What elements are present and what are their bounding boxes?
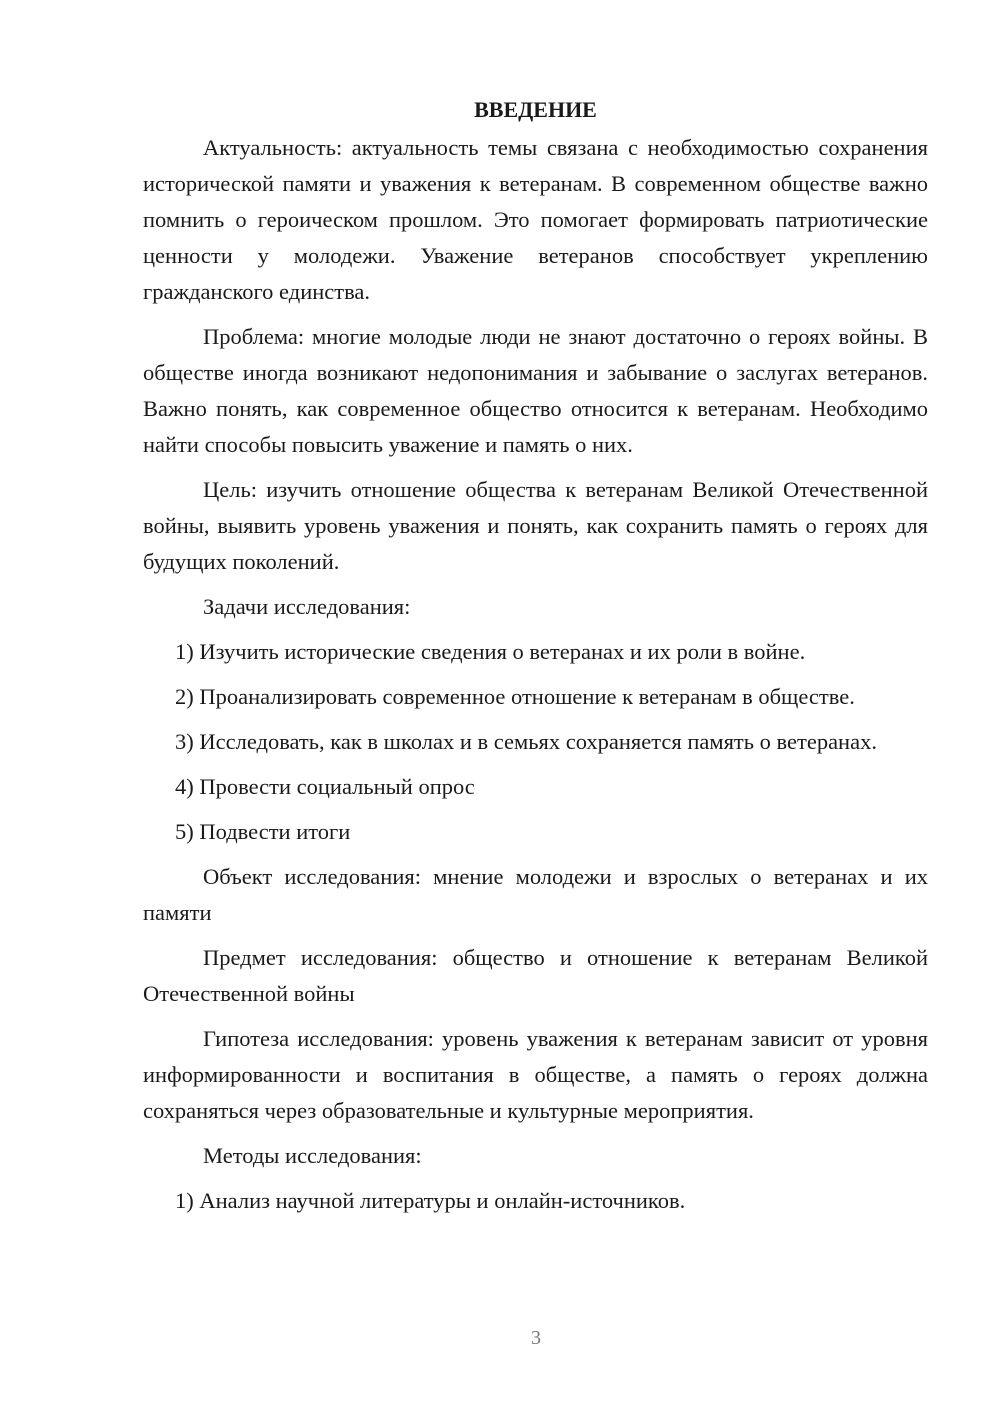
object-paragraph: Объект исследования: мнение молодежи и взрослых о ветеранах и их памяти [143,864,928,925]
method-item: 1) Анализ научной литературы и онлайн-источников. [175,1188,686,1213]
relevance-paragraph: Актуальность: актуальность темы связана с необходимостью сохранения исторической памяти и уважения к ветеранам. В современном обществе важно помнить о героическом прошлом. Это помогает формировать патриотические ценности у молодежи. Уважение ветеранов способствует укреплению гражданского единства. [143,135,928,304]
tasks-label: Задачи исследования: [203,594,411,619]
task-item: 4) Провести социальный опрос [175,774,475,799]
hypothesis-paragraph: Гипотеза исследования: уровень уважения к ветеранам зависит от уровня информированности и воспитания в обществе, а память о героях должна сохраняться через образовательные и культурные мероприятия. [143,1026,928,1123]
section-heading: ВВЕДЕНИЕ [474,97,597,122]
subject-paragraph: Предмет исследования: общество и отношение к ветеранам Великой Отечественной войны [143,945,928,1006]
task-item: 5) Подвести итоги [175,819,351,844]
page-number: 3 [531,1327,541,1349]
problem-paragraph: Проблема: многие молодые люди не знают достаточно о героях войны. В обществе иногда возникают недопонимания и забывание о заслугах ветеранов. Важно понять, как современное общество относится к ветеранам. Необходимо найти способы повысить уважение и память о них. [143,324,928,457]
task-item: 2) Проанализировать современное отношение к ветеранам в обществе. [175,684,855,709]
document-page [143,92,928,1228]
task-item: 1) Изучить исторические сведения о ветеранах и их роли в войне. [175,639,806,664]
goal-paragraph: Цель: изучить отношение общества к ветеранам Великой Отечественной войны, выявить уровень уважения и понять, как сохранить память о героях для будущих поколений. [143,477,928,574]
methods-label: Методы исследования: [203,1143,422,1168]
task-item: 3) Исследовать, как в школах и в семьях сохраняется память о ветеранах. [175,729,877,754]
